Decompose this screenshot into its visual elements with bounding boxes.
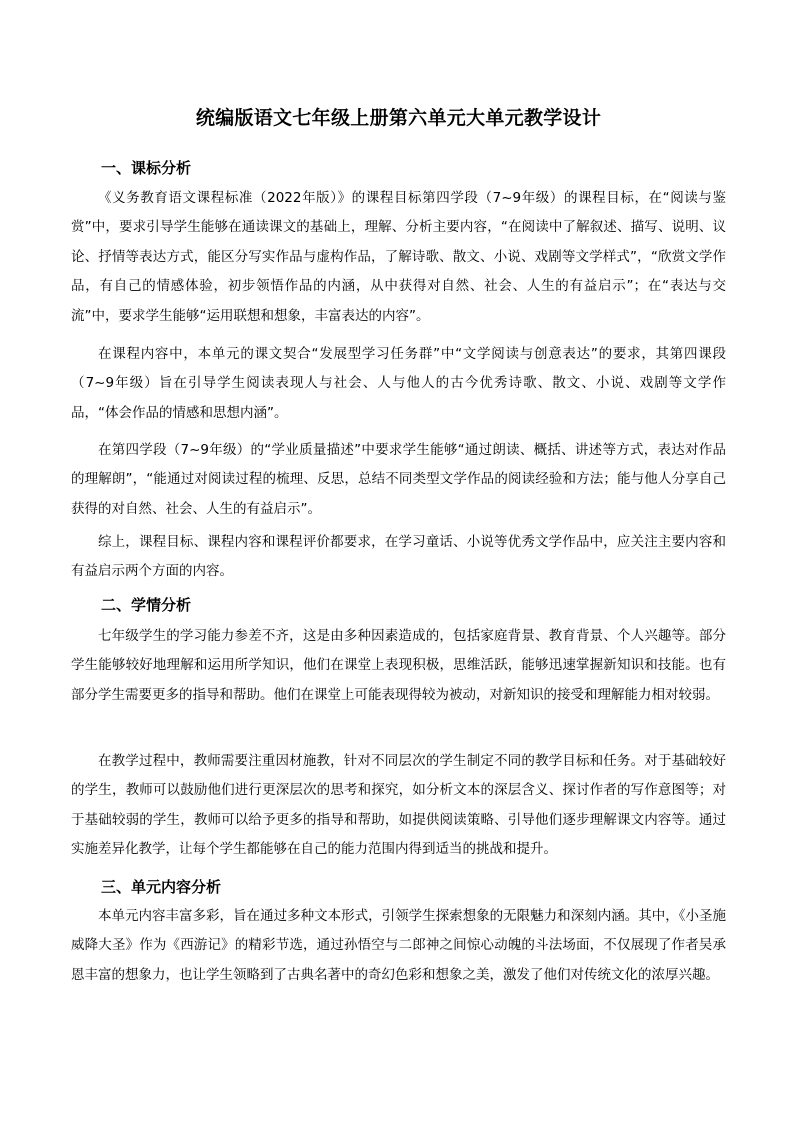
document-page	[71, 0, 726, 1123]
section-heading-student-analysis: 二、学情分析	[101, 596, 192, 614]
paragraph: 《义务教育语文课程标准（2022年版）》的课程目标第四学段（7~9年级）的课程目标，在“阅读与鉴赏”中，要求引导学生能够在通读课文的基础上，理解、分析主要内容，“在阅读中了解叙述、描写、说明、议论、抒情等表达方式，能区分写实作品与虚构作品，了解诗歌、散文、小说、戏剧等文学样式”，“欣赏文学作品，有自己的情感体验，初步领悟作品的内涵，从中获得对自然、社会、人生的有益启示”；在“表达与交流”中，要求学生能够“运用联想和想象，丰富表达的内容”。	[71, 190, 726, 324]
paragraph: 本单元内容丰富多彩，旨在通过多种文本形式，引领学生探索想象的无限魅力和深刻内涵。其中，《小圣施威降大圣》作为《西游记》的精彩节选，通过孙悟空与二郎神之间惊心动魄的斗法场面，不仅展现了作者吴承恩丰富的想象力，也让学生领略到了古典名著中的奇幻色彩和想象之美，激发了他们对传统文化的浓厚兴趣。	[71, 908, 726, 983]
paragraph: 综上，课程目标、课程内容和课程评价都要求，在学习童话、小说等优秀文学作品中，应关注主要内容和有益启示两个方面的内容。	[71, 534, 726, 580]
paragraph: 七年级学生的学习能力参差不齐，这是由多种因素造成的，包括家庭背景、教育背景、个人兴趣等。部分学生能够较好地理解和运用所学知识，他们在课堂上表现积极，思维活跃，能够迅速掌握新知识和技能。也有部分学生需要更多的指导和帮助。他们在课堂上可能表现得较为被动，对新知识的接受和理解能力相对较弱。	[71, 628, 726, 703]
paragraph: 在课程内容中，本单元的课文契合“发展型学习任务群”中“文学阅读与创意表达”的要求，其第四课段（7~9年级）旨在引导学生阅读表现人与社会、人与他人的古今优秀诗歌、散文、小说、戏剧等文学作品，“体会作品的情感和思想内涵”。	[71, 346, 726, 421]
paragraph: 在教学过程中，教师需要注重因材施教，针对不同层次的学生制定不同的教学目标和任务。对于基础较好的学生，教师可以鼓励他们进行更深层次的思考和探究，如分析文本的深层含义、探讨作者的写作意图等；对于基础较弱的学生，教师可以给予更多的指导和帮助，如提供阅读策略、引导他们逐步理解课文内容等。通过实施差异化教学，让每个学生都能够在自己的能力范围内得到适当的挑战和提升。	[71, 753, 726, 858]
section-heading-curriculum-standards: 一、课标分析	[101, 159, 192, 177]
section-heading-unit-content-analysis: 三、单元内容分析	[101, 878, 222, 896]
paragraph: 在第四学段（7~9年级）的“学业质量描述”中要求学生能够“通过朗读、概括、讲述等方式，表达对作品的理解朗”，“能通过对阅读过程的梳理、反思，总结不同类型文学作品的阅读经验和方法；能与他人分享自己获得的对自然、社会、人生的有益启示”。	[71, 442, 726, 517]
document-title: 统编版语文七年级上册第六单元大单元教学设计	[195, 107, 602, 129]
